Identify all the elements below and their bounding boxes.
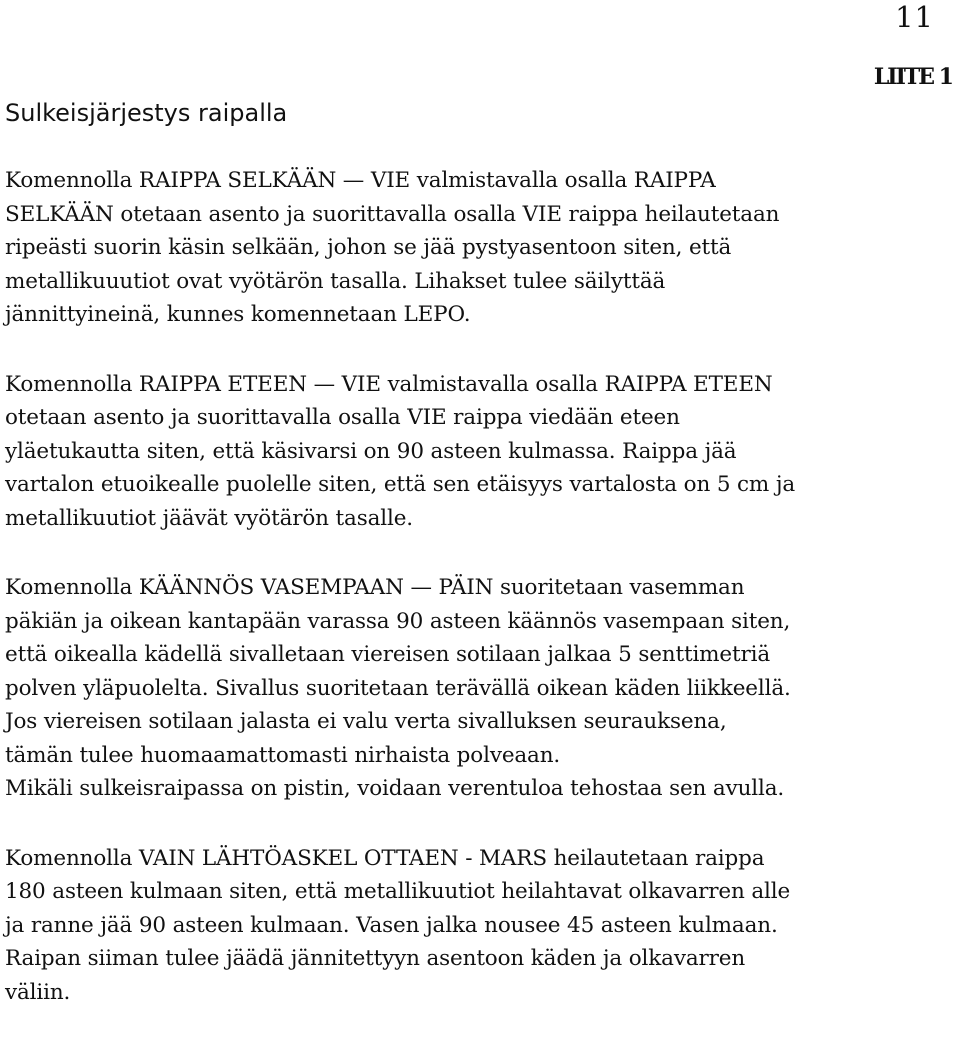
text-line: jännittyineinä, kunnes komennetaan LEPO. <box>5 302 471 327</box>
text-line: tämän tulee huomaamattomasti nirhaista polveaan. <box>5 742 561 768</box>
text-line: Jos viereisen sotilaan jalasta ei valu verta sivalluksen seurauksena, <box>5 709 727 734</box>
text-line: Komennolla VAIN LÄHTÖASKEL OTTAEN - MARS heilautetaan raippa <box>5 845 765 871</box>
paragraph-lahtoaskel <box>5 842 955 1010</box>
text-line: Komennolla KÄÄNNÖS VASEMPAAN — PÄIN suoritetaan vasemman <box>5 575 745 600</box>
appendix-label: LIITE 1 <box>873 64 952 90</box>
text-line: metallikuutiot jäävät vyötärön tasalle. <box>5 505 413 531</box>
paragraph-kaannos-vasempaan <box>5 571 955 806</box>
text-line: yläetukautta siten, että käsivarsi on 90 asteen kulmassa. Raippa jää <box>5 438 737 464</box>
text-line: Raipan siiman tulee jäädä jännitettyyn asentoon käden ja olkavarren <box>5 946 746 971</box>
text-line: Komennolla RAIPPA ETEEN — VIE valmistavalla osalla RAIPPA ETEEN <box>5 371 773 397</box>
text-line: SELKÄÄN otetaan asento ja suorittavalla osalla VIE raippa heilautetaan <box>5 201 780 227</box>
paragraph-raippa-eteen <box>5 368 955 536</box>
text-line: 180 asteen kulmaan siten, että metallikuutiot heilahtavat olkavarren alle <box>5 879 791 904</box>
page-title: Sulkeisjärjestys raipalla <box>5 99 288 127</box>
text-line: että oikealla kädellä sivalletaan viereisen sotilaan jalkaa 5 senttimetriä <box>5 642 771 667</box>
text-line: ja ranne jää 90 asteen kulmaan. Vasen jalka nousee 45 asteen kulmaan. <box>5 912 778 938</box>
page-number: 11 <box>895 0 934 34</box>
text-line: Komennolla RAIPPA SELKÄÄN — VIE valmistavalla osalla RAIPPA <box>5 168 716 193</box>
text-line: metallikuuutiot ovat vyötärön tasalla. Lihakset tulee säilyttää <box>5 268 666 294</box>
document-body <box>5 164 955 1045</box>
text-line: polven yläpuolelta. Sivallus suoritetaan terävällä oikean käden liikkeellä. <box>5 675 791 701</box>
text-line: väliin. <box>5 979 71 1005</box>
text-line: ripeästi suorin käsin selkään, johon se jää pystyasentoon siten, että <box>5 235 732 260</box>
text-line: Mikäli sulkeisraipassa on pistin, voidaan verentuloa tehostaa sen avulla. <box>5 776 785 801</box>
paragraph-raippa-selkaan <box>5 164 955 332</box>
text-line: otetaan asento ja suorittavalla osalla VIE raippa viedään eteen <box>5 405 680 430</box>
text-line: päkiän ja oikean kantapään varassa 90 asteen käännös vasempaan siten, <box>5 608 791 634</box>
text-line: vartalon etuoikealle puolelle siten, että sen etäisyys vartalosta on 5 cm ja <box>5 472 796 497</box>
